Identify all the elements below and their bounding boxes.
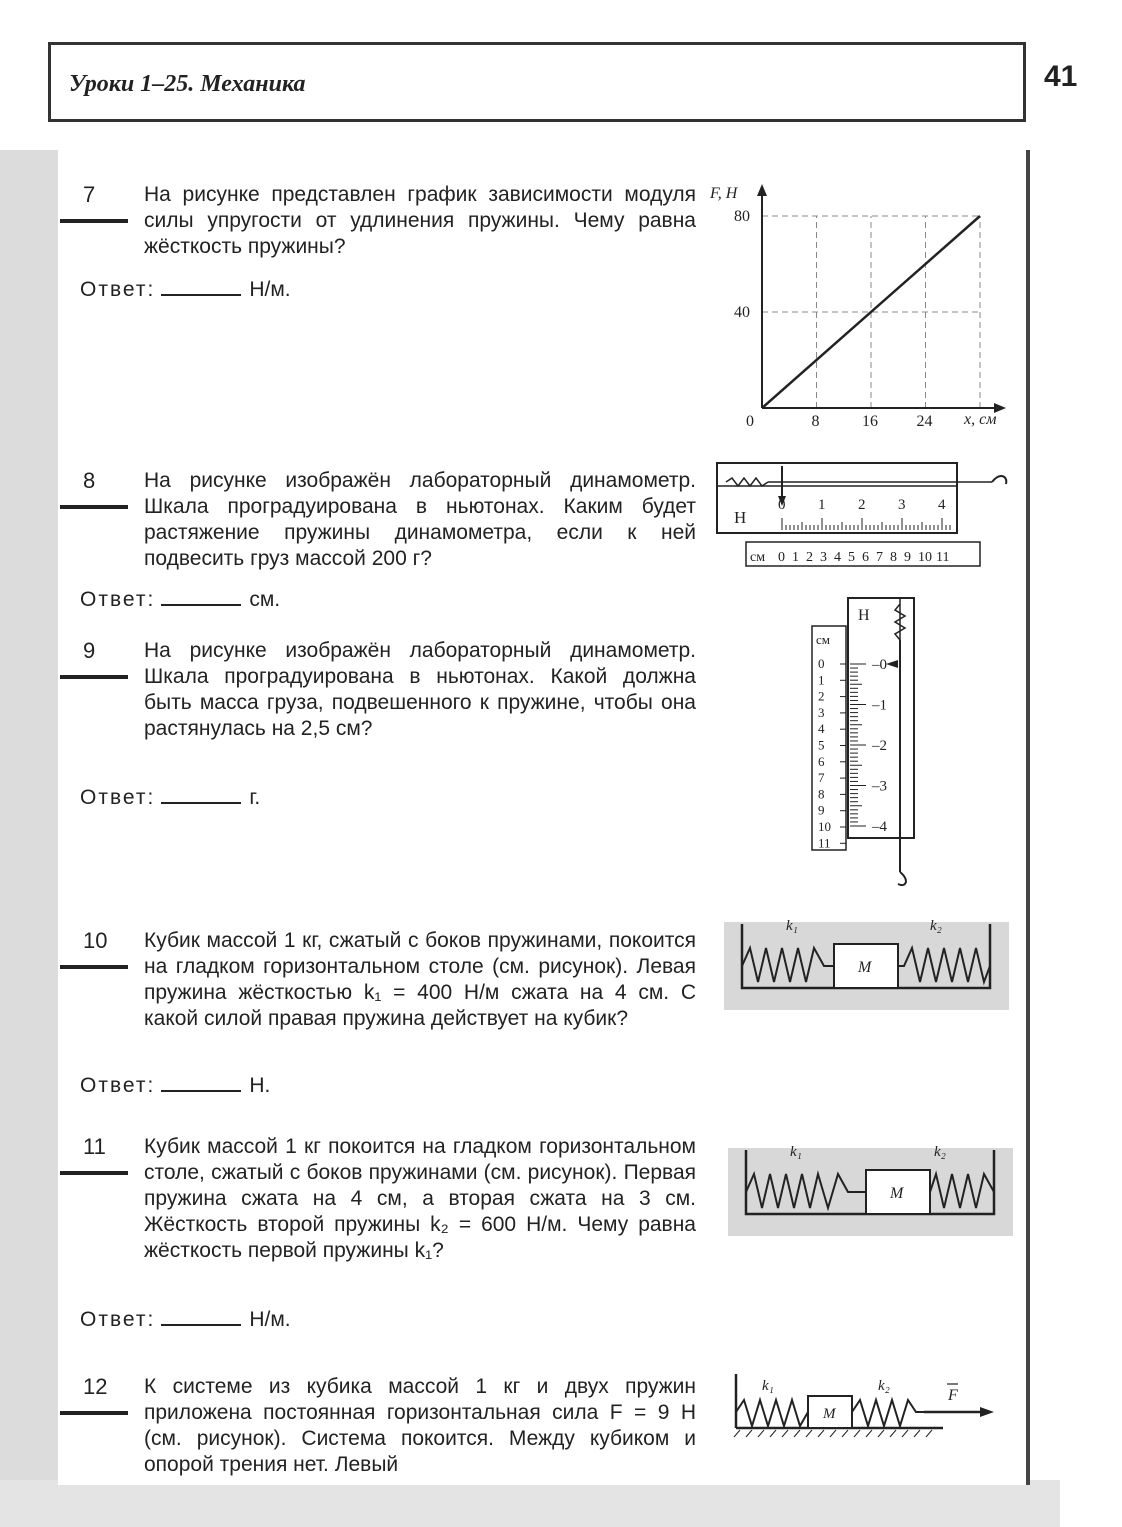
answer-label: Ответ:	[80, 786, 156, 809]
ruler-label: 9	[818, 802, 825, 818]
y-tick-label: 40	[734, 304, 750, 321]
ruler-label: 5	[848, 550, 855, 565]
left-spring-icon	[736, 1400, 808, 1426]
newton-unit: Н	[858, 607, 870, 624]
answer-unit: Н/м.	[249, 278, 291, 301]
task-marker	[60, 675, 128, 679]
floor-hatching	[734, 1430, 932, 1437]
answer-label: Ответ:	[80, 278, 156, 301]
newton-scale-label: –1	[872, 697, 887, 714]
answer-unit: Н/м.	[249, 1308, 291, 1331]
y-ticks	[734, 208, 750, 321]
answer-label: Ответ:	[80, 1074, 156, 1097]
newton-scale-label: 2	[858, 497, 866, 513]
task-text: Кубик массой 1 кг покоится на гладком горизонтальном столе, сжатый с боков пружинами (см. рисунок). Первая пружина сжата на 4 см, а вторая сжата на 3 см. Жёсткость второй пружины k₂ = 600 Н/м. Чему равна жёсткость первой пружины k₁?	[144, 1135, 696, 1262]
bottom-page-shadow	[0, 1480, 1060, 1527]
k1-label: k₁	[790, 1144, 802, 1160]
ruler-label: 0	[778, 550, 785, 565]
mass-label: M	[890, 1185, 904, 1202]
x-tick-label: 8	[811, 413, 820, 430]
y-axis-label: F, Н	[710, 185, 738, 202]
ruler-label: 9	[904, 550, 911, 565]
right-spring-icon	[852, 1400, 924, 1426]
force-arrow-head-icon	[980, 1407, 994, 1417]
ruler-label: 0	[818, 656, 825, 671]
springs-box-figure-11	[728, 1136, 1013, 1236]
answer-blank[interactable]	[161, 294, 241, 296]
ruler-label: 3	[820, 550, 827, 565]
newton-scale-label: 0	[778, 497, 786, 513]
answer-line	[80, 786, 260, 810]
newton-scale-label: –3	[872, 778, 887, 795]
chapter-title: Уроки 1–25. Механика	[69, 71, 306, 97]
force-label: F	[948, 1387, 958, 1404]
ruler-label: 2	[818, 688, 825, 704]
ruler-label: 4	[818, 721, 825, 737]
task-marker	[60, 965, 128, 969]
dynamometer-body	[717, 463, 957, 533]
newton-scale-label: 1	[818, 497, 826, 513]
vertical-dynamometer	[800, 592, 930, 892]
task-text: На рисунке представлен график зависимости модуля силы упругости от удлинения пружины. Чему равна жёсткость пружины?	[144, 183, 696, 258]
task-text: Кубик массой 1 кг, сжатый с боков пружинами, покоится на гладком горизонтальном столе (см. рисунок). Левая пружина жёсткостью k₁ = 400 Н/м сжата на 4 см. С какой силой правая пружина действует на кубик?	[144, 929, 696, 1030]
answer-line	[80, 588, 280, 612]
ruler-label: 6	[818, 753, 825, 769]
task-marker	[60, 1171, 128, 1175]
ruler-label: 4	[834, 550, 841, 565]
answer-line	[80, 1074, 270, 1098]
ruler-unit: см	[750, 550, 766, 565]
x-axis-label: x, см	[964, 411, 997, 428]
ruler-label: 6	[862, 550, 869, 565]
task-number: 11	[83, 1134, 106, 1159]
springs-force-figure-12	[728, 1370, 1008, 1440]
task-text: На рисунке изображён лабораторный динамометр. Шкала проградуирована в ньютонах. Каким будет растяжение пружины динамометра, если к ней подвесить груз массой 200 г?	[144, 469, 696, 570]
k2-label: k₂	[930, 918, 942, 934]
ruler-unit: см	[816, 632, 830, 647]
answer-line	[80, 278, 291, 302]
newton-scale-label: 4	[938, 497, 946, 513]
force-extension-graph	[706, 178, 1016, 438]
task-marker	[60, 219, 128, 223]
task-number: 8	[83, 468, 96, 493]
y-axis-arrow	[757, 184, 767, 196]
hook-icon	[898, 872, 906, 885]
answer-blank[interactable]	[161, 604, 241, 606]
answer-blank[interactable]	[161, 1090, 241, 1092]
answer-line	[80, 1308, 291, 1332]
ruler-label: 8	[890, 550, 897, 565]
answer-unit: Н.	[249, 1074, 271, 1097]
x-tick-label: 16	[862, 413, 878, 430]
springs-box-figure-10	[724, 910, 1009, 1010]
x-tick-label: 24	[916, 413, 933, 430]
horizontal-dynamometer	[712, 458, 1017, 573]
newton-scale-label: –0	[872, 657, 887, 673]
answer-blank[interactable]	[161, 802, 241, 804]
answer-label: Ответ:	[80, 588, 156, 611]
k1-label: k₁	[762, 1378, 774, 1394]
task-marker	[60, 1411, 128, 1415]
ruler-label: 7	[876, 550, 883, 565]
task-number: 12	[83, 1374, 108, 1399]
page-number: 41	[1044, 60, 1078, 93]
left-page-shadow	[0, 150, 58, 1490]
ruler-label: 2	[806, 550, 813, 565]
origin-label: 0	[746, 413, 754, 430]
ruler-label: 1	[792, 550, 799, 565]
x-ticks	[812, 413, 933, 430]
answer-blank[interactable]	[161, 1324, 241, 1326]
ruler-label: 3	[818, 704, 825, 720]
mass-label: M	[858, 959, 872, 976]
k2-label: k₂	[934, 1144, 946, 1160]
task-number: 7	[83, 182, 96, 207]
newton-scale-label: –2	[872, 738, 887, 754]
k2-label: k₂	[878, 1378, 890, 1394]
ruler-label: 11	[936, 550, 950, 565]
answer-label: Ответ:	[80, 1308, 156, 1331]
ruler-label: 7	[818, 770, 825, 786]
hook-icon	[992, 476, 1006, 484]
y-tick-label: 80	[734, 208, 750, 225]
mass-label: M	[823, 1406, 836, 1422]
ruler-label: 11	[818, 835, 831, 851]
answer-unit: см.	[249, 588, 281, 611]
task-number: 9	[83, 638, 96, 663]
task-text: К системе из кубика массой 1 кг и двух пружин приложена постоянная горизонтальная сила F = 9 Н (см. рисунок). Система покоится. Между кубиком и опорой трения нет. Левый	[144, 1375, 696, 1476]
task-text: На рисунке изображён лабораторный динамометр. Шкала проградуирована в ньютонах. Какой должна быть масса груза, подвешенного к пружине, чтобы она растянулась на 2,5 см?	[144, 639, 696, 740]
newton-scale-label: –4	[872, 819, 887, 835]
newton-scale-label: 3	[898, 497, 906, 513]
ruler-label: 8	[818, 786, 825, 802]
ruler-label: 1	[818, 672, 825, 688]
chapter-header	[48, 42, 1026, 122]
task-marker	[60, 505, 128, 509]
answer-unit: г.	[249, 786, 261, 809]
ruler-label: 10	[818, 819, 831, 834]
task-number: 10	[83, 928, 108, 953]
ruler-label: 5	[818, 737, 825, 753]
k1-label: k₁	[786, 918, 798, 934]
ruler-label: 10	[918, 550, 932, 565]
newton-unit: Н	[734, 508, 747, 527]
